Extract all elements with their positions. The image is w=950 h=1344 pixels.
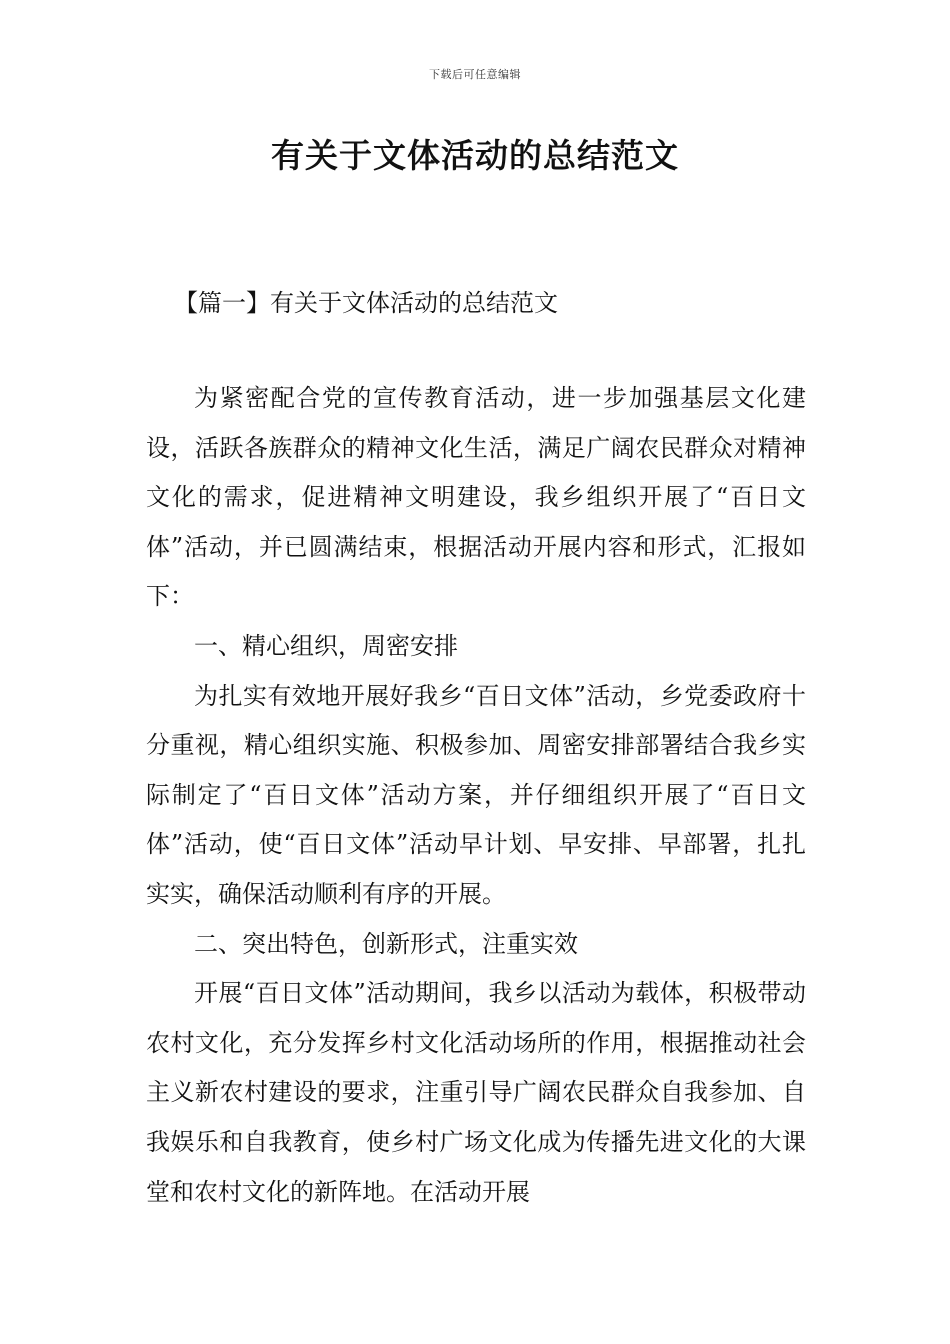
document-body — [146, 374, 806, 1217]
intro-paragraph: 为紧密配合党的宣传教育活动，进一步加强基层文化建设，活跃各族群众的精神文化生活，满足广阔农民群众对精神文化的需求，促进精神文明建设，我乡组织开展了“百日文体”活动，并已圆满结束，根据活动开展内容和形式，汇报如下： — [146, 384, 806, 611]
subheading-two: 二、突出特色，创新形式，注重实效 — [194, 929, 578, 958]
body-paragraph-two: 开展“百日文体”活动期间，我乡以活动为载体，积极带动农村文化，充分发挥乡村文化活动场所的作用，根据推动社会主义新农村建设的要求，注重引导广阔农民群众自我参加、自我娱乐和自我教育，使乡村广场文化成为传播先进文化的大课堂和农村文化的新阵地。在活动开展 — [146, 979, 806, 1206]
header-note: 下载后可任意编辑 — [429, 68, 521, 81]
subheading-one: 一、精心组织，周密安排 — [194, 631, 458, 660]
document-title: 有关于文体活动的总结范文 — [271, 136, 679, 175]
body-paragraph-one: 为扎实有效地开展好我乡“百日文体”活动，乡党委政府十分重视，精心组织实施、积极参加、周密安排部署结合我乡实际制定了“百日文体”活动方案，并仔细组织开展了“百日文体”活动，使“百日文体”活动早计划、早安排、早部署，扎扎实实，确保活动顺利有序的开展。 — [146, 681, 806, 908]
section-heading: 【篇一】有关于文体活动的总结范文 — [174, 289, 558, 317]
